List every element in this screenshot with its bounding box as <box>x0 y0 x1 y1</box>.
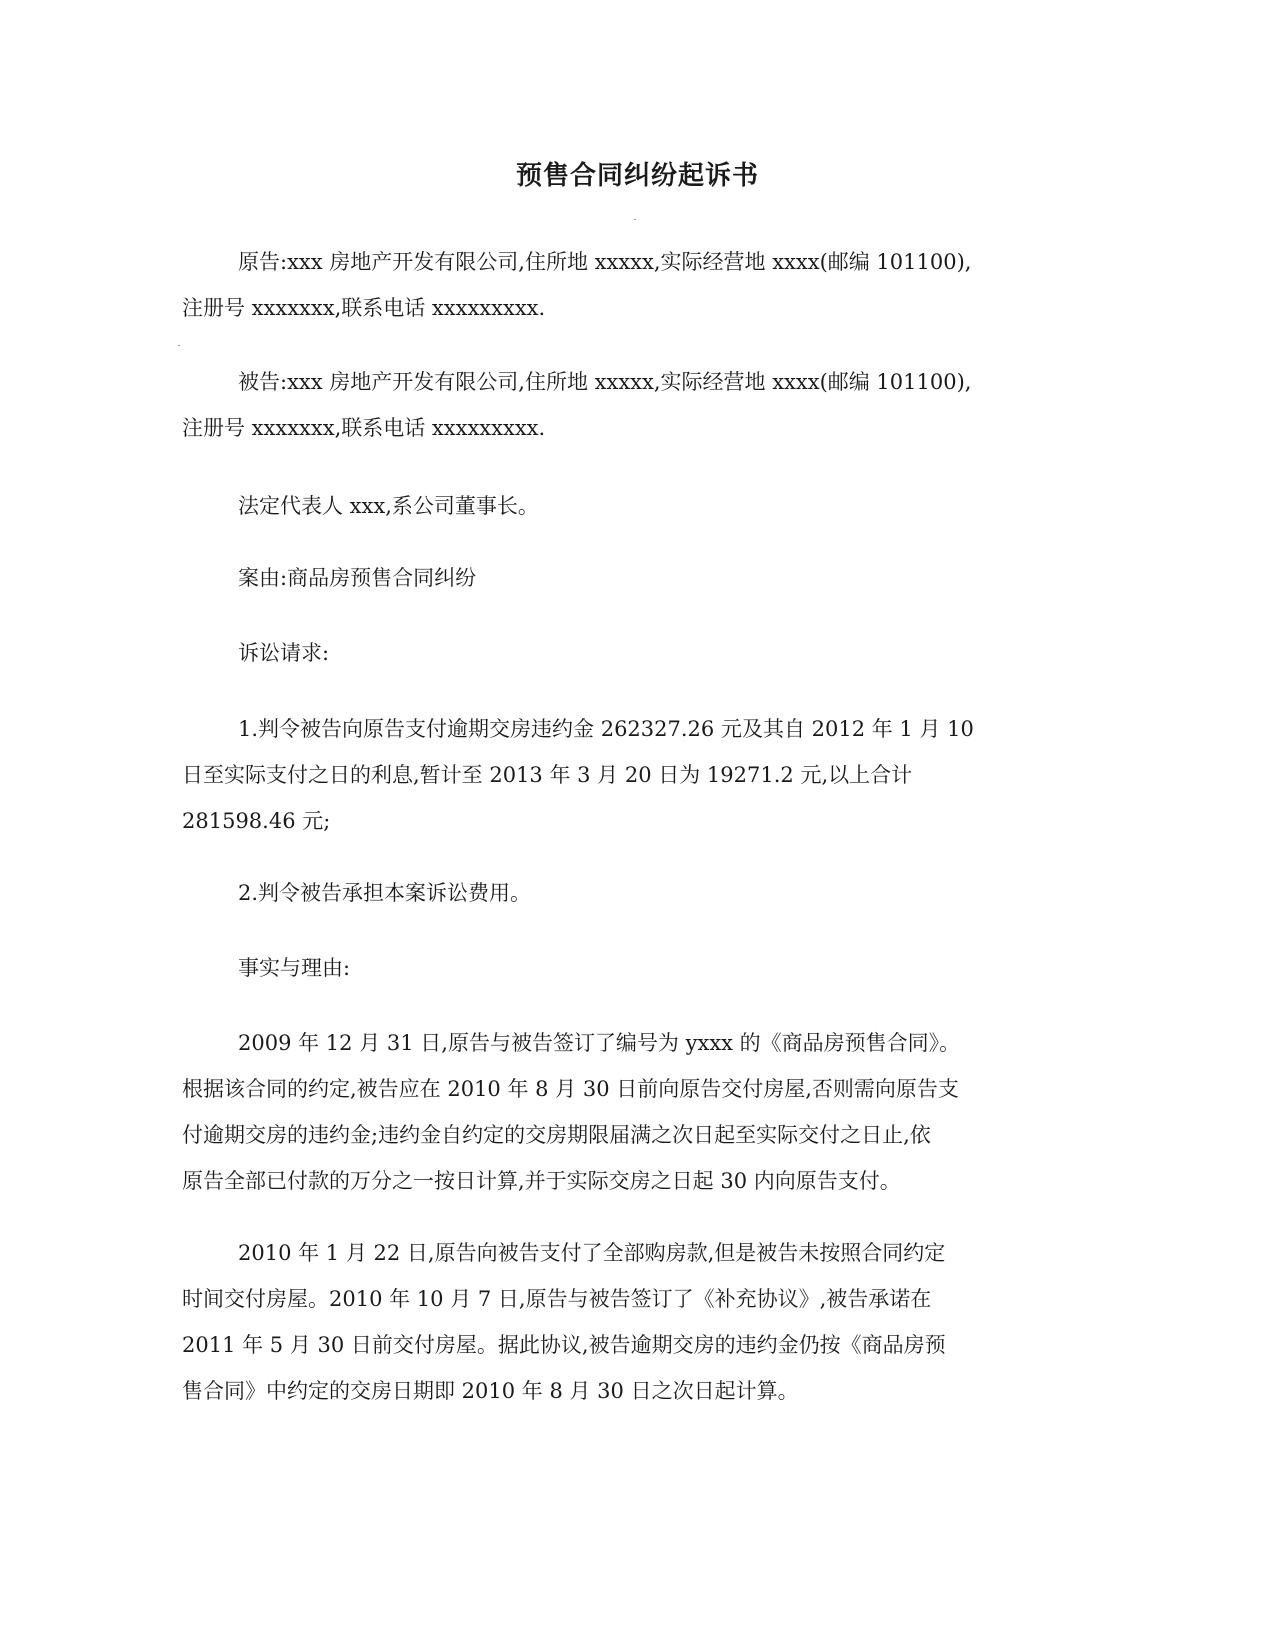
facts-paragraph-2 <box>182 1230 1102 1414</box>
claim-2-line: 2.判令被告承担本案诉讼费用。 <box>238 881 532 905</box>
facts-heading <box>182 945 1102 991</box>
facts-1-line-4: 原告全部已付款的万分之一按日计算,并于实际交房之日起 30 内向原告支付。 <box>182 1169 901 1193</box>
defendant-paragraph <box>182 359 1102 451</box>
facts-1-line-2: 根据该合同的约定,被告应在 2010 年 8 月 30 日前向原告交付房屋,否则需向原告支 <box>182 1077 959 1101</box>
claim-1-paragraph <box>182 706 1102 844</box>
facts-2-line-4: 售合同》中约定的交房日期即 2010 年 8 月 30 日之次日起计算。 <box>182 1379 799 1403</box>
defendant-line-1: 被告:xxx 房地产开发有限公司,住所地 xxxxx,实际经营地 xxxx(邮编 101100), <box>238 370 972 394</box>
claim-1-line-1: 1.判令被告向原告支付逾期交房违约金 262327.26 元及其自 2012 年 1 月 10 <box>238 717 974 741</box>
document-title: 预售合同纠纷起诉书 <box>515 161 759 191</box>
facts-1-line-1: 2009 年 12 月 31 日,原告与被告签订了编号为 yxxx 的《商品房预售合同》。 <box>238 1031 961 1055</box>
facts-1-line-3: 付逾期交房的违约金;违约金自约定的交房期限届满之次日起至实际交付之日止,依 <box>182 1123 931 1147</box>
scan-speck <box>178 345 180 346</box>
case-cause <box>182 555 1102 601</box>
case-cause-line: 案由:商品房预售合同纠纷 <box>238 566 477 590</box>
claim-1-line-3: 281598.46 元; <box>182 809 331 833</box>
plaintiff-paragraph <box>182 239 1102 331</box>
claim-2-paragraph <box>182 870 1102 916</box>
scan-speck <box>634 219 636 220</box>
facts-2-line-1: 2010 年 1 月 22 日,原告向被告支付了全部购房款,但是被告未按照合同约定 <box>238 1241 946 1265</box>
plaintiff-line-2: 注册号 xxxxxxx,联系电话 xxxxxxxxx. <box>182 296 546 320</box>
claim-1-line-2: 日至实际支付之日的利息,暂计至 2013 年 3 月 20 日为 19271.2 元,以上合计 <box>182 763 913 787</box>
facts-2-line-2: 时间交付房屋。2010 年 10 月 7 日,原告与被告签订了《补充协议》,被告承诺在 <box>182 1287 932 1311</box>
plaintiff-line-1: 原告:xxx 房地产开发有限公司,住所地 xxxxx,实际经营地 xxxx(邮编 101100), <box>238 250 972 274</box>
facts-heading-line: 事实与理由: <box>238 956 351 980</box>
claims-heading <box>182 630 1102 676</box>
defendant-line-2: 注册号 xxxxxxx,联系电话 xxxxxxxxx. <box>182 416 546 440</box>
facts-paragraph-1 <box>182 1020 1102 1204</box>
legal-representative <box>182 483 1102 529</box>
legal-rep-line: 法定代表人 xxx,系公司董事长。 <box>238 494 539 518</box>
claims-heading-line: 诉讼请求: <box>238 641 330 665</box>
facts-2-line-3: 2011 年 5 月 30 日前交付房屋。据此协议,被告逾期交房的违约金仍按《商品房预 <box>182 1333 946 1357</box>
